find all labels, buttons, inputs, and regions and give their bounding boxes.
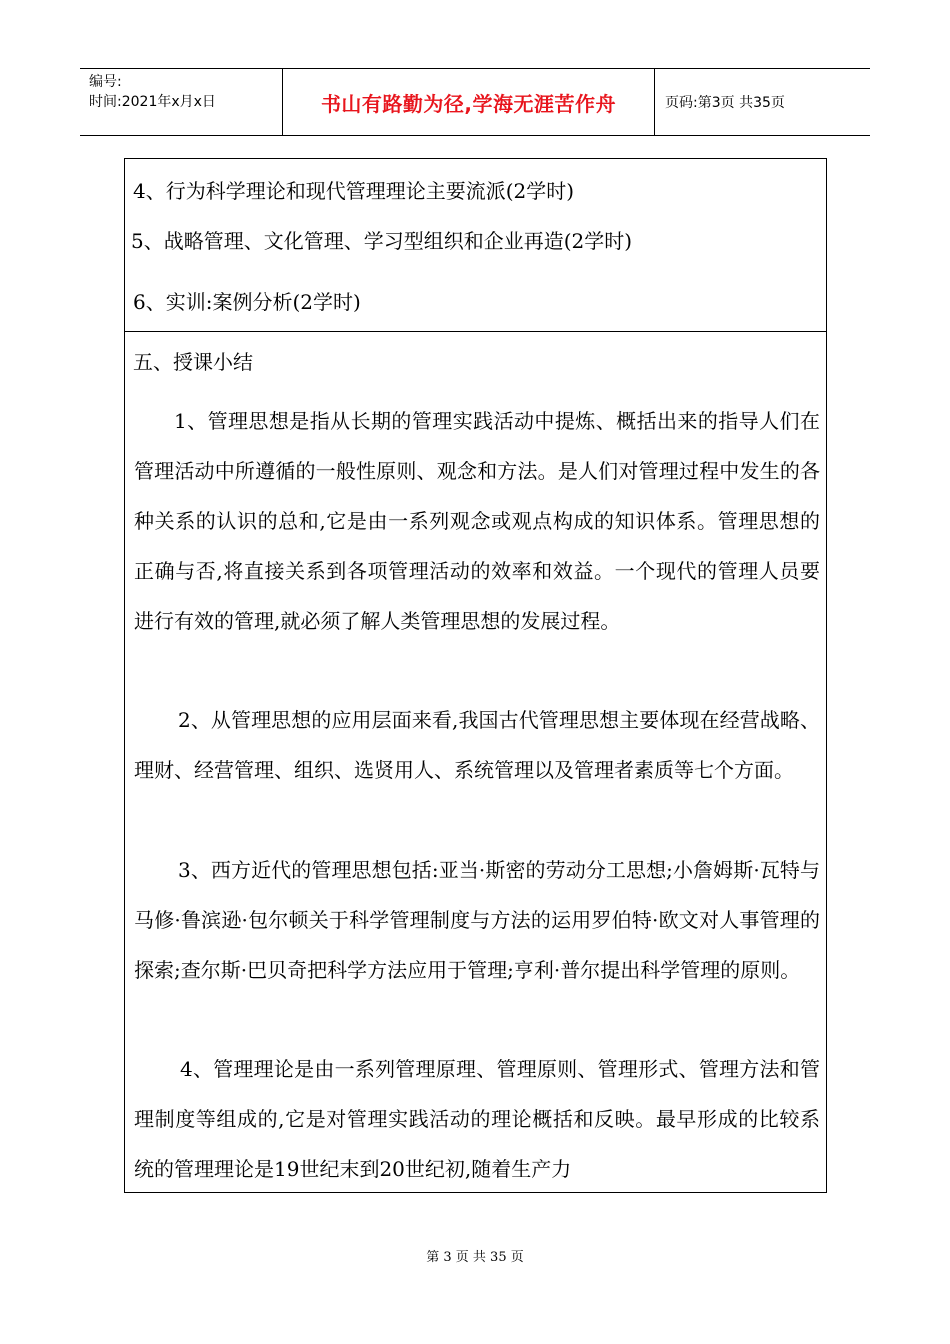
hours-item-6: 6、实训:案例分析(2学时) — [133, 290, 361, 314]
hours-item-5: 5、战略管理、文化管理、学习型组织和企业再造(2学时) — [131, 229, 633, 253]
header-meta — [80, 69, 283, 135]
summary-paragraph-4: 4、管理理论是由一系列管理原理、管理原则、管理形式、管理方法和管理制度等组成的,它是对管理实践活动的理论概括和反映。最早形成的比较系统的管理理论是19世纪末到20世纪初,随着生产力 — [134, 1057, 820, 1181]
header-page-info: 页码:第3页 共35页 — [665, 95, 785, 111]
page-footer: 第 3 页 共 35 页 — [426, 1250, 524, 1265]
doc-number-label: 编号: — [89, 74, 122, 90]
header-motto: 书山有路勤为径,学海无涯苦作舟 — [283, 69, 655, 135]
summary-heading: 五、授课小结 — [133, 350, 253, 374]
hours-item-4: 4、行为科学理论和现代管理理论主要流派(2学时) — [133, 179, 575, 203]
summary-paragraph-2: 2、从管理思想的应用层面来看,我国古代管理思想主要体现在经营战略、理财、经营管理、组织、选贤用人、系统管理以及管理者素质等七个方面。 — [134, 708, 820, 782]
summary-paragraph-3: 3、西方近代的管理思想包括:亚当·斯密的劳动分工思想;小詹姆斯·瓦特与马修·鲁滨逊·包尔顿关于科学管理制度与方法的运用罗伯特·欧文对人事管理的探索;查尔斯·巴贝奇把科学方法应用于管理;亨利·普尔提出科学管理的原则。 — [134, 858, 820, 982]
page-header — [80, 68, 870, 136]
doc-date-label: 时间:2021年x月x日 — [89, 94, 216, 110]
summary-table-cell — [124, 331, 827, 1193]
summary-paragraph-1: 1、管理思想是指从长期的管理实践活动中提炼、概括出来的指导人们在管理活动中所遵循的一般性原则、观念和方法。是人们对管理过程中发生的各种关系的认识的总和,它是由一系列观念或观点构成的知识体系。管理思想的正确与否,将直接关系到各项管理活动的效率和效益。一个现代的管理人员要进行有效的管理,就必须了解人类管理思想的发展过程。 — [134, 409, 820, 633]
hours-table-cell — [124, 158, 827, 332]
